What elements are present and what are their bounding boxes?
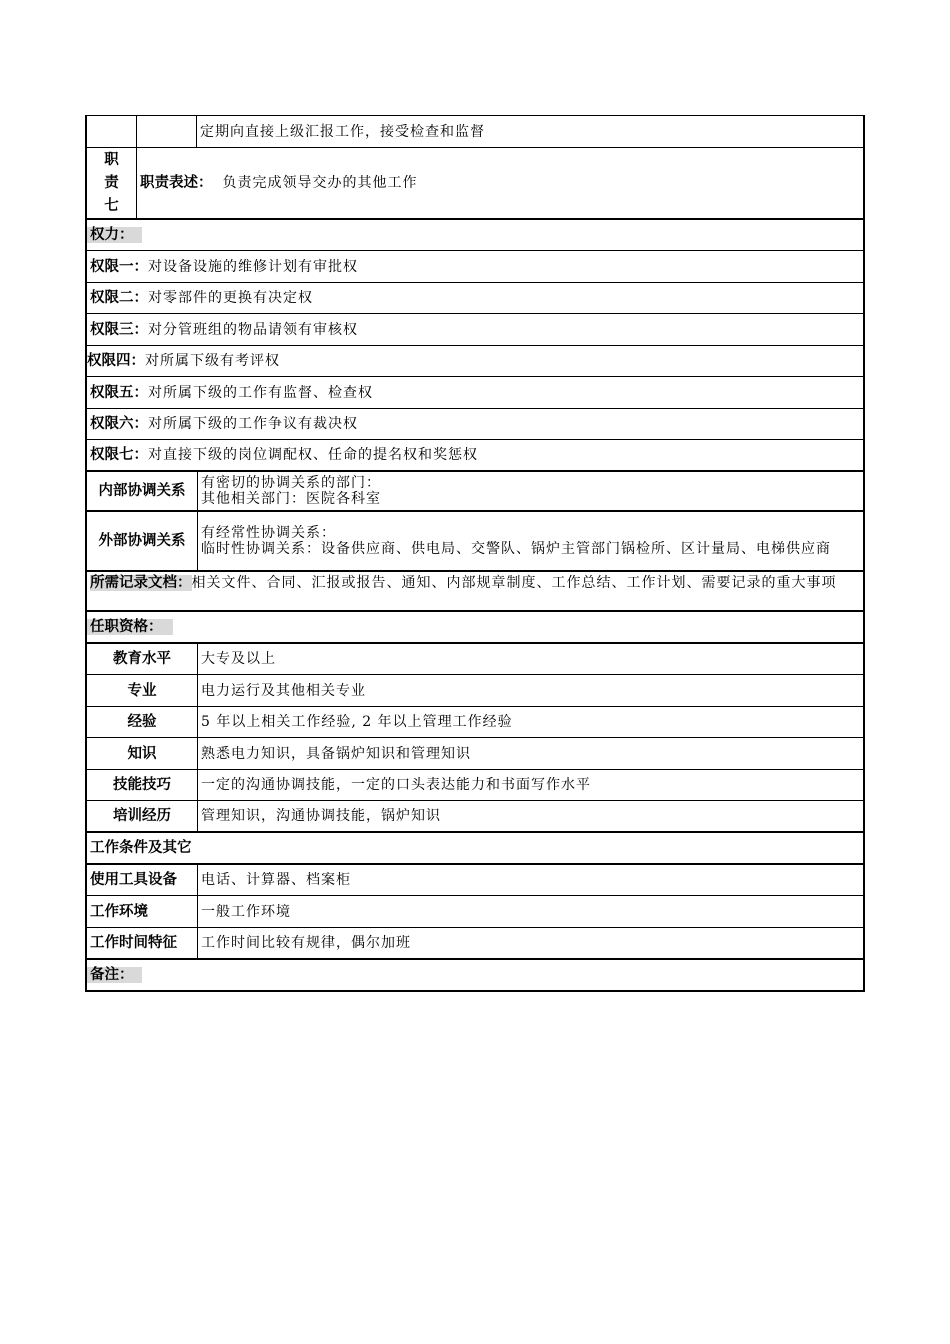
qualification-text: 电力运行及其他相关专业: [201, 682, 366, 699]
power-row: [85, 314, 865, 346]
job-description-table: [85, 115, 865, 992]
power-text: 对所属下级的工作争议有裁决权: [148, 416, 358, 432]
qualification-label: 专业: [87, 675, 198, 706]
empty-cell: [137, 116, 197, 147]
qualification-label: 技能技巧: [87, 770, 198, 800]
power-text: 对直接下级的岗位调配权、任命的提名权和奖惩权: [148, 447, 478, 463]
external-coordination-line: 临时性协调关系：设备供应商、供电局、交警队、锅炉主管部门锅检所、区计量局、电梯供应商: [201, 541, 831, 557]
condition-label: 工作环境: [87, 896, 198, 927]
condition-label: 工作时间特征: [87, 928, 198, 958]
duty-seven-label: [87, 148, 137, 218]
qualification-text: 一定的沟通协调技能，一定的口头表达能力和书面写作水平: [201, 777, 591, 793]
duty-seven-label-char: 责: [104, 174, 119, 191]
external-coordination-line: 有经常性协调关系：: [201, 525, 336, 541]
qualification-row: [85, 644, 865, 675]
condition-label: 使用工具设备: [87, 865, 198, 895]
qualification-text: 熟悉电力知识，具备锅炉知识和管理知识: [201, 745, 471, 762]
qualification-label: 培训经历: [87, 801, 198, 831]
internal-coordination-content: [198, 472, 863, 510]
duty-seven-row: [85, 148, 865, 220]
power-label: 权限五：: [90, 384, 148, 401]
power-text: 对零部件的更换有决定权: [148, 290, 313, 306]
power-row: [85, 283, 865, 314]
records-label: 所需记录文档：: [90, 575, 192, 591]
qualification-label: 知识: [87, 738, 198, 769]
qualification-text: 5 年以上相关工作经验, 2 年以上管理工作经验: [201, 714, 513, 730]
duty-seven-label-char: 职: [104, 151, 119, 168]
external-coordination-row: [85, 512, 865, 572]
qualifications-heading-row: [85, 612, 865, 644]
power-row: [85, 440, 865, 472]
qualification-row: [85, 801, 865, 833]
powers-heading-row: [85, 220, 865, 251]
power-label: 权限六：: [90, 416, 148, 432]
conditions-heading-row: [85, 833, 865, 865]
power-label: 权限二：: [90, 290, 148, 306]
condition-row: [85, 896, 865, 928]
condition-text: 一般工作环境: [201, 903, 291, 920]
powers-heading-cell: [87, 220, 863, 250]
power-label: 权限七：: [90, 447, 148, 463]
qualification-row: [85, 707, 865, 738]
qualification-row: [85, 770, 865, 801]
power-row: [85, 251, 865, 283]
power-label: 权限三：: [90, 321, 148, 338]
internal-coordination-line: 有密切的协调关系的部门：: [201, 475, 381, 491]
external-coordination-content: [198, 512, 863, 570]
remarks-row: [85, 960, 865, 992]
condition-text: 工作时间比较有规律，偶尔加班: [201, 935, 411, 951]
power-label: 权限一：: [90, 258, 148, 275]
conditions-heading: 工作条件及其它: [90, 840, 192, 856]
power-label: 权限四：: [87, 353, 145, 369]
powers-heading: 权力：: [87, 227, 142, 243]
qualifications-heading: 任职资格：: [87, 619, 173, 635]
condition-row: [85, 865, 865, 896]
qualification-row: [85, 675, 865, 707]
qualification-text: 管理知识，沟通协调技能，锅炉知识: [201, 808, 441, 824]
qualification-label: 教育水平: [87, 644, 198, 674]
power-row: [85, 377, 865, 409]
remarks-label: 备注：: [87, 967, 142, 983]
records-row: [85, 572, 865, 612]
duty-continuation-text: 定期向直接上级汇报工作，接受检查和监督: [200, 123, 485, 140]
empty-cell: [87, 116, 137, 147]
qualification-text: 大专及以上: [201, 651, 276, 667]
duty-continuation-row: [85, 115, 865, 148]
duty-seven-statement-label: 职责表述：: [140, 175, 213, 191]
condition-text: 电话、计算器、档案柜: [201, 872, 351, 888]
internal-coordination-label: 内部协调关系: [87, 472, 198, 510]
power-text: 对分管班组的物品请领有审核权: [148, 321, 358, 338]
records-cell: [87, 572, 863, 610]
qualification-label: 经验: [87, 707, 198, 737]
qualification-row: [85, 738, 865, 770]
power-row: [85, 409, 865, 440]
duty-seven-label-char: 七: [104, 197, 119, 214]
internal-coordination-line: 其他相关部门：医院各科室: [201, 491, 381, 507]
duty-seven-content: [137, 148, 863, 218]
external-coordination-label: 外部协调关系: [87, 512, 198, 570]
condition-row: [85, 928, 865, 960]
power-text: 对所属下级的工作有监督、检查权: [148, 384, 373, 401]
power-text: 对设备设施的维修计划有审批权: [148, 258, 358, 275]
internal-coordination-row: [85, 472, 865, 512]
duty-seven-statement-text: 负责完成领导交办的其他工作: [222, 175, 418, 191]
records-text: 相关文件、合同、汇报或报告、通知、内部规章制度、工作总结、工作计划、需要记录的重大事项: [191, 575, 837, 591]
power-row: [85, 346, 865, 377]
power-text: 对所属下级有考评权: [145, 353, 280, 369]
